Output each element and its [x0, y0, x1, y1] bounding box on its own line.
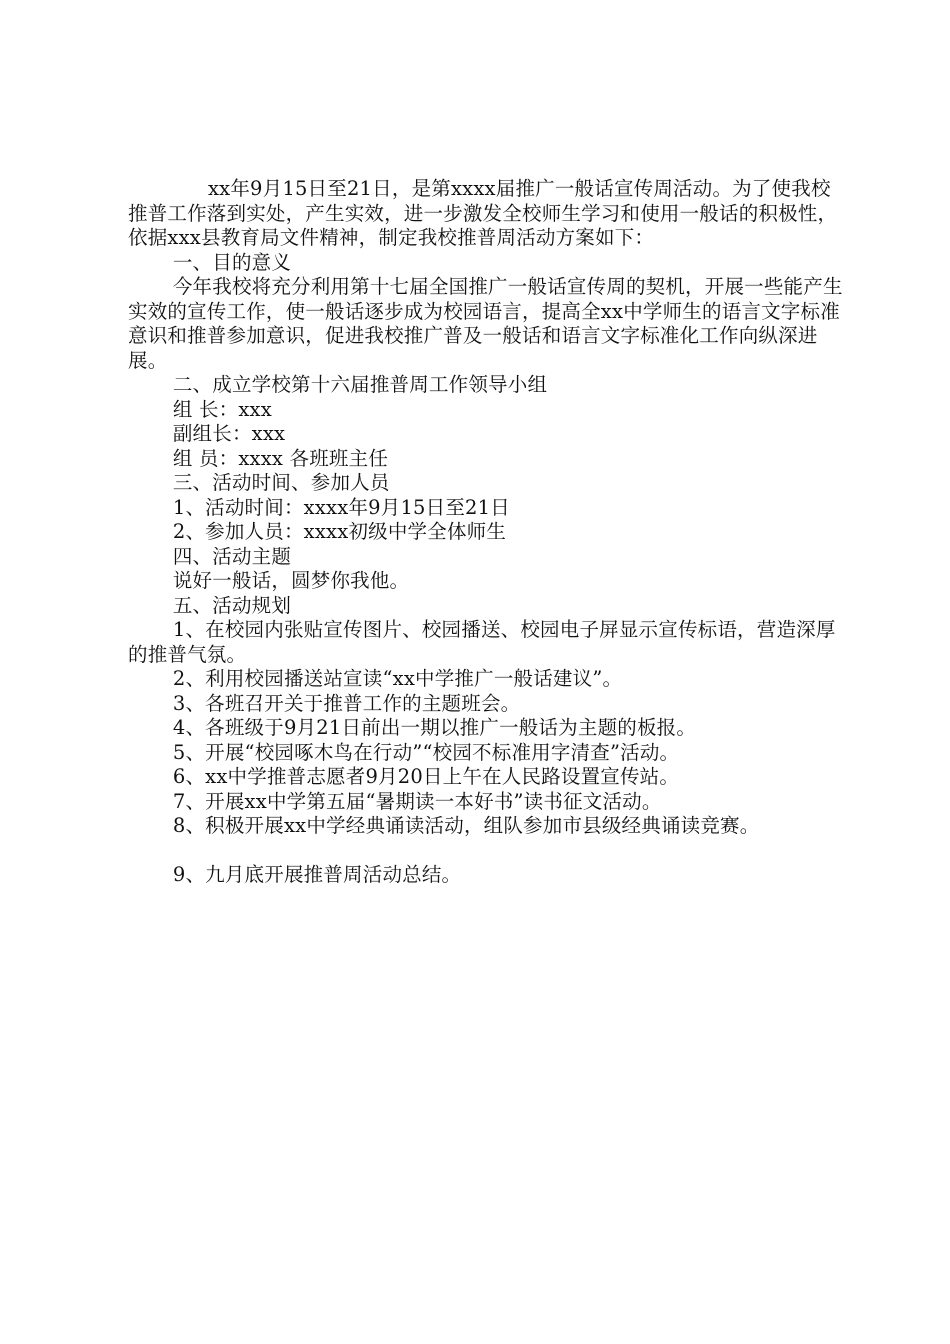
- plan-item-1: 1、在校园内张贴宣传图片、校园播送、校园电子屏显示宣传标语，营造深厚的推普气氛。: [128, 618, 836, 666]
- theme-line: 说好一般话，圆梦你我他。: [172, 569, 410, 592]
- activity-time-line: 1、活动时间：xxxx年9月15日至21日: [172, 495, 510, 519]
- plan-item-4: 4、各班级于9月21日前出一期以推广一般话为主题的板报。: [172, 716, 697, 739]
- members-line: 组 员：xxxx 各班班主任: [172, 446, 389, 470]
- section-heading-leadership: 二、成立学校第十六届推普周工作领导小组: [172, 373, 548, 396]
- plan-item-6: 6、xx中学推普志愿者9月20日上午在人民路设置宣传站。: [172, 765, 680, 788]
- participants-line: 2、参加人员：xxxx初级中学全体师生: [172, 520, 507, 543]
- deputy-leader-line: 副组长：xxx: [172, 422, 286, 445]
- plan-item-2: 2、利用校园播送站宣读“xx中学推广一般话建议”。: [172, 667, 623, 690]
- section-heading-time: 三、活动时间、参加人员: [172, 471, 390, 494]
- plan-item-9: 9、九月底开展推普周活动总结。: [172, 863, 462, 886]
- intro-paragraph: xx年9月15日至21日，是第xxxx届推广一般话宣传周活动。为了使我校推普工作落到实处，产生实效，进一步激发全校师生学习和使用一般话的积极性，依据xxx县教育局文件精神，制定我校推普周活动方案如下：: [128, 177, 838, 249]
- blank-line: [128, 839, 850, 864]
- section-heading-purpose: 一、目的意义: [172, 250, 292, 274]
- leader-line: 组 长：xxx: [172, 397, 272, 421]
- plan-item-3: 3、各班召开关于推普工作的主题班会。: [172, 691, 521, 715]
- plan-item-7: 7、开展xx中学第五届“暑期读一本好书”读书征文活动。: [172, 789, 662, 813]
- section-heading-plan: 五、活动规划: [172, 593, 292, 617]
- plan-item-8: 8、积极开展xx中学经典诵读活动，组队参加市县级经典诵读竞赛。: [172, 814, 760, 837]
- purpose-paragraph: 今年我校将充分利用第十七届全国推广一般话宣传周的契机，开展一些能产生实效的宣传工作，使一般话逐步成为校园语言，提高全xx中学师生的语言文字标准意识和推普参加意识，促进我校推广普及一般话和语言文字标准化工作向纵深进展。: [128, 275, 843, 372]
- section-heading-theme: 四、活动主题: [172, 544, 292, 568]
- document-body: [128, 177, 850, 888]
- plan-item-5: 5、开展“校园啄木鸟在行动”“校园不标准用字清查”活动。: [172, 740, 680, 764]
